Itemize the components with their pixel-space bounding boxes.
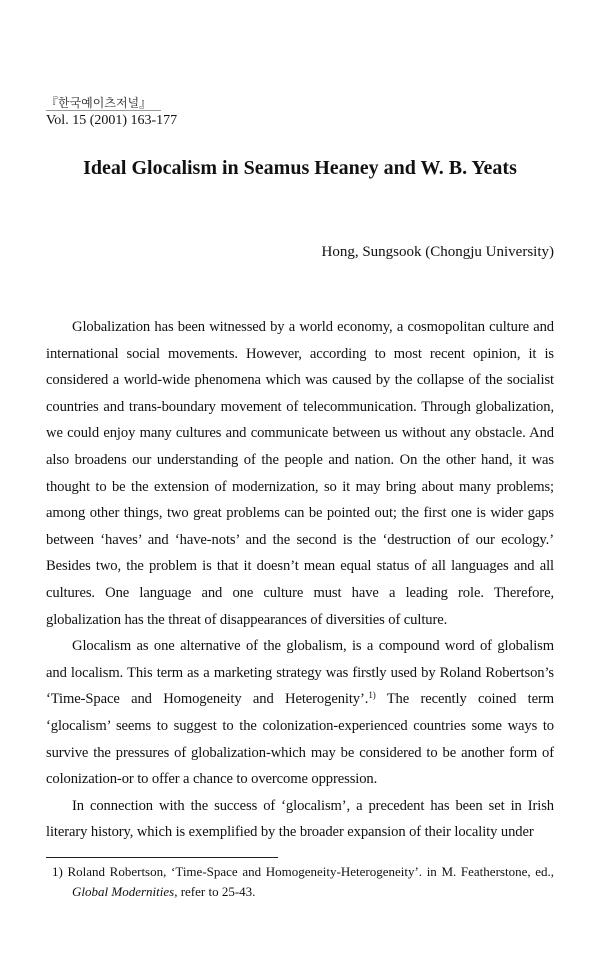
- paragraph-3: In connection with the success of ‘glocalism’, a precedent has been set in Irish literary history, which is exemplified by the broader expansion of their locality under: [46, 797, 554, 841]
- footnote-1: [52, 862, 554, 902]
- journal-name: 『한국예이츠저널』: [46, 96, 161, 111]
- footnote-text-a: 1) Roland Robertson, ‘Time-Space and Homogeneity-Heterogeneity’. in M. Featherstone, ed.,: [52, 864, 554, 879]
- footnote-ref-1[interactable]: 1): [368, 690, 376, 701]
- paragraph-2: [46, 633, 554, 793]
- author-affiliation: Hong, Sungsook (Chongju University): [321, 244, 554, 260]
- journal-volume: Vol. 15 (2001) 163-177: [46, 113, 178, 128]
- paper-title: Ideal Glocalism in Seamus Heaney and W. B. Yeats: [83, 157, 517, 179]
- paragraph-1: Globalization has been witnessed by a world economy, a cosmopolitan culture and international social movements. However, according to most recent opinion, it is considered a world-wide phenomena which was caused by the collapse of the socialist countries and trans-boundary movement of telecommunication. Through globalization, we could enjoy many cultures and communicate between us without any obstacle. And also broadens our understanding of the people and nation. On the other hand, it was thought to be the extension of modernization, so it may bring about many problems; among other things, two great problems can be pointed out; the first one is wider gaps between ‘haves’ and ‘have-nots’ and the second is the ‘destruction of our ecology.’ Besides two, the problem is that it doesn’t mean equal status of all languages and all cultures. One language and one culture must have a leading role. Therefore, globalization has the threat of disappearances of diversities of culture.: [46, 319, 554, 628]
- paragraph-2-text-b: The recently coined term ‘glocalism’ seems to suggest to the colonization-experienced countries some ways to survive the pressures of globalization-which may be considered to be another form of colonization-or to offer a chance to overcome oppression.: [46, 691, 554, 788]
- footnote-text-b: , refer to 25-43.: [174, 884, 256, 899]
- body-text: [46, 314, 554, 846]
- paragraph-2-text-a: Glocalism as one alternative of the globalism, is a compound word of globalism and localism. This term as a marketing strategy was firstly used by Roland Robertson’s ‘Time-Space and Homogeneity and Heterogenity’.: [46, 638, 554, 708]
- journal-header: [46, 94, 177, 129]
- footnote-italic-title: Global Modernities: [72, 884, 175, 899]
- footnote-divider: [46, 857, 278, 858]
